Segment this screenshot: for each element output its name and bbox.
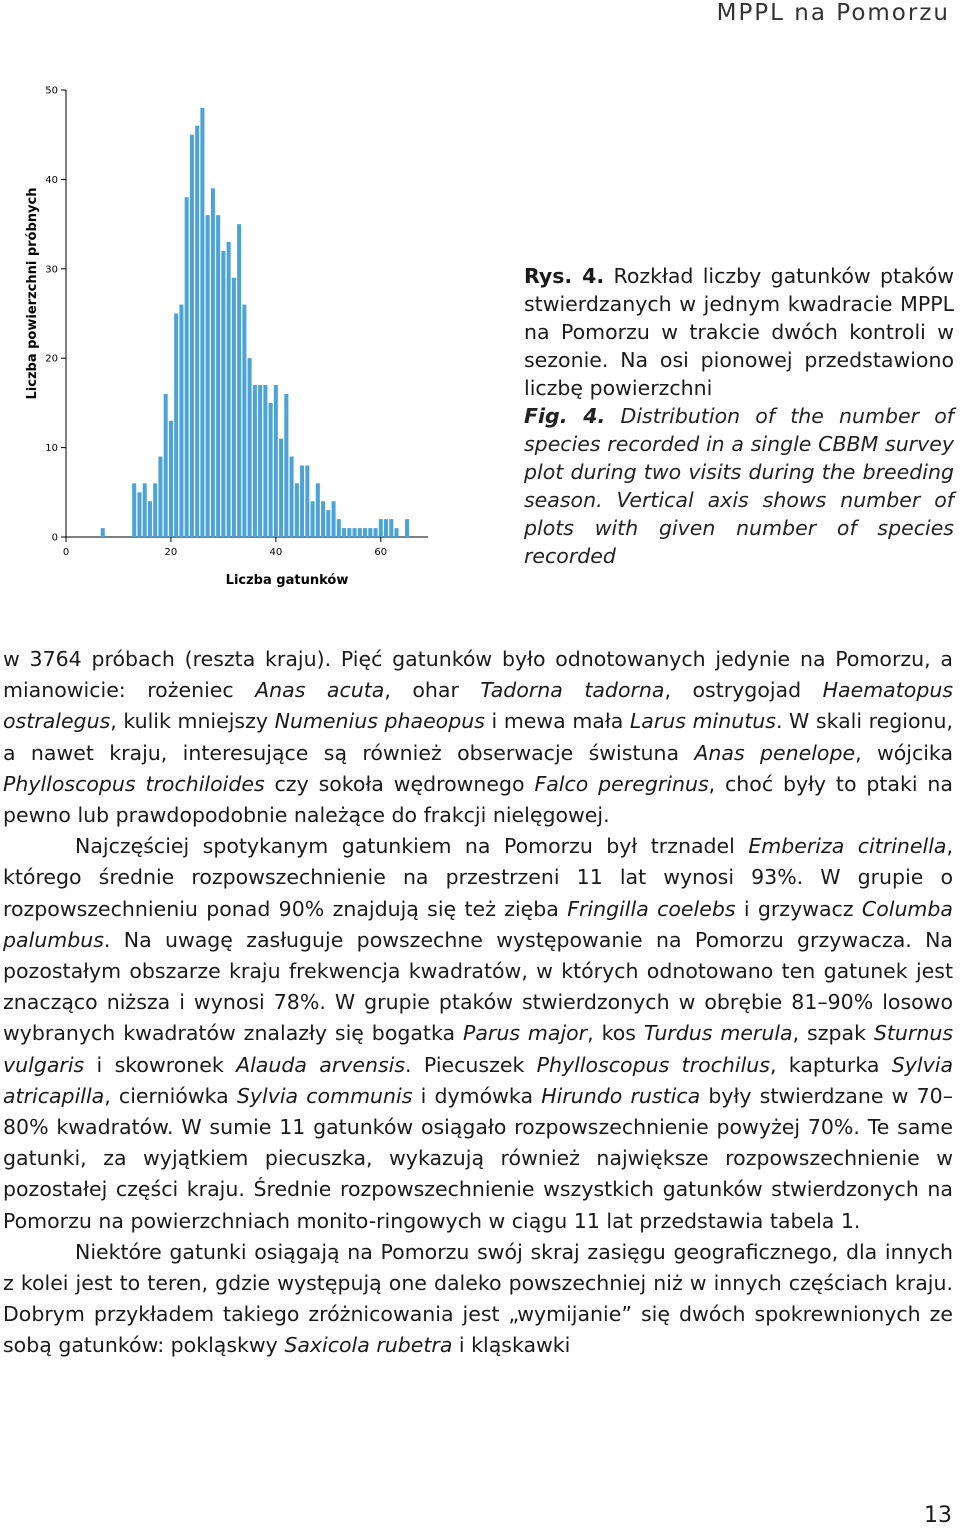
histogram-bar — [221, 251, 225, 537]
histogram-bar — [158, 457, 162, 537]
histogram-bar — [368, 528, 372, 537]
text-run: były stwierdzane w 70–80% kwadratów. W sumie 11 gatunków osiągało rozpowszechnienie powyżej 70%. Te same gatunki, za wyjątkiem piecuszka, wykazują również największe rozpowszechnienie w pozostałej części kraju. Średnie rozpowszechnienie wszystkich gatunków stwierdzonych na Pomorzu na powierzchniach monito-ringowych w ciągu 11 lat przedstawia tabela 1. — [3, 1083, 953, 1233]
text-run: i skowronek — [84, 1052, 237, 1077]
species-name: Hirundo rustica — [541, 1083, 701, 1108]
x-tick-label: 60 — [374, 547, 388, 558]
histogram-bar — [321, 501, 325, 537]
text-run: , szpak — [792, 1021, 874, 1046]
text-run: i grzywacz — [735, 896, 862, 921]
histogram-bar — [190, 135, 194, 537]
histogram-bar — [353, 528, 357, 537]
y-axis-label: Liczba powierzchni próbnych — [25, 187, 40, 400]
histogram-svg — [18, 72, 438, 592]
histogram-bar — [384, 519, 388, 537]
text-run: , kulik mniejszy — [110, 709, 275, 734]
histogram-bar — [300, 465, 304, 537]
text-run: , wójcika — [855, 740, 954, 765]
species-name: Haematopus ostralegus — [3, 678, 954, 734]
histogram-bar — [132, 483, 136, 537]
histogram-bar — [374, 528, 378, 537]
histogram-bar — [363, 528, 367, 537]
histogram-bar — [242, 305, 246, 537]
caption-en-label: Fig. 4. — [524, 404, 606, 428]
species-name: Tadorna tadorna — [480, 678, 665, 703]
histogram-bar — [137, 492, 141, 537]
histogram-bar — [269, 403, 273, 537]
text-run: . W skali regionu, a nawet kraju, interesujące są również obserwacje świstuna — [3, 709, 954, 765]
species-name: Falco peregrinus — [534, 771, 709, 796]
histogram-bar — [279, 439, 283, 537]
species-histogram — [18, 72, 438, 592]
species-name: Sylvia atricapilla — [3, 1052, 954, 1108]
paragraph-2 — [3, 831, 953, 1237]
histogram-bar — [284, 394, 288, 537]
caption-pl-text: Rozkład liczby gatunków ptaków stwierdzanych w jednym kwadracie MPPL na Pomorzu w trakcie dwóch kontroli w sezonie. Na osi pionowej przedstawiono liczbę powierzchni — [524, 264, 955, 400]
text-run: Niektóre gatunki osiągają na Pomorzu swój skraj zasięgu geograficznego, dla innych z kolei jest to teren, gdzie występują one daleko powszechniej niż w innych częściach kraju. Dobrym przykładem takiego zróżnicowania jest „wymijanie” się dwóch spokrewnionych ze sobą gatunków: pokląskwy — [3, 1239, 953, 1358]
text-run: i dymówka — [412, 1083, 542, 1108]
histogram-bar — [227, 242, 231, 537]
article-body — [3, 644, 953, 1362]
caption-pl-label: Rys. 4. — [524, 264, 605, 288]
histogram-bar — [216, 215, 220, 537]
species-name: Anas acuta — [255, 678, 385, 703]
y-tick-label: 10 — [45, 443, 58, 455]
text-run: , kapturka — [769, 1052, 892, 1077]
x-tick-label: 40 — [269, 547, 283, 558]
caption-en-text: Distribution of the number of species recorded in a single CBBM survey plot during two visits during the breeding season. Vertical axis shows number of plots with given number of species recorded — [524, 404, 954, 568]
histogram-bar — [179, 305, 183, 537]
text-run: czy sokoła wędrownego — [264, 771, 535, 796]
text-run: , kos — [587, 1021, 644, 1046]
histogram-bar — [358, 528, 362, 537]
text-run: , ohar — [384, 678, 481, 703]
y-tick-label: 0 — [51, 532, 58, 544]
species-name: Fringilla coelebs — [567, 896, 736, 921]
histogram-bar — [274, 385, 278, 537]
text-run: , ostrygojad — [664, 678, 823, 703]
histogram-bar — [153, 483, 157, 537]
histogram-bar — [316, 483, 320, 537]
running-title: MPPL na Pomorzu — [716, 0, 950, 26]
x-tick-label: 20 — [164, 547, 178, 558]
histogram-bar — [185, 197, 189, 537]
species-name: Sturnus vulgaris — [3, 1021, 953, 1077]
species-name: Anas penelope — [694, 740, 856, 765]
y-tick-label: 20 — [45, 353, 58, 365]
histogram-bar — [263, 385, 267, 537]
histogram-bar — [253, 385, 257, 537]
histogram-bar — [174, 314, 178, 538]
caption-english — [524, 402, 954, 570]
histogram-bar — [148, 501, 152, 537]
histogram-bar — [389, 519, 393, 537]
histogram-bar — [258, 385, 262, 537]
text-run: , którego średnie rozpowszechnienie na przestrzeni 11 lat wynosi 93%. W grupie o rozpowszechnieniu ponad 90% znajdują się też zięba — [3, 834, 953, 921]
histogram-bar — [248, 358, 252, 537]
caption-polish — [524, 262, 954, 402]
paragraph-1 — [3, 644, 953, 831]
text-run: . Na uwagę zasługuje powszechne występowanie na Pomorzu grzywacza. Na pozostałym obszarze kraju frekwencja kwadratów, w których odnotowano ten gatunek jest znacząco niższa i wynosi 78%. W grupie ptaków stwierdzonych w obrębie 81–90% losowo wybranych kwadratów znalazły się bogatka — [3, 927, 953, 1046]
histogram-bar — [164, 394, 168, 537]
histogram-bar — [101, 528, 105, 537]
species-name: Sylvia communis — [236, 1083, 413, 1108]
histogram-bar — [211, 188, 215, 537]
histogram-bar — [169, 421, 173, 537]
species-name: Saxicola rubetra — [284, 1333, 453, 1358]
page-number: 13 — [924, 1503, 952, 1528]
y-tick-label: 50 — [45, 85, 58, 97]
histogram-bar — [342, 528, 346, 537]
species-name: Turdus merula — [643, 1021, 793, 1046]
histogram-bar — [311, 501, 315, 537]
text-run: , choć były to ptaki na pewno lub prawdopodobnie należące do frakcji nielęgowej. — [3, 771, 953, 828]
species-name: Columba palumbus — [3, 896, 953, 952]
histogram-bar — [347, 528, 351, 537]
text-run: . Piecuszek — [405, 1052, 537, 1077]
species-name: Numenius phaeopus — [274, 709, 485, 734]
histogram-bar — [337, 519, 341, 537]
histogram-bar — [379, 519, 383, 537]
histogram-bar — [332, 501, 336, 537]
x-axis-label: Liczba gatunków — [225, 573, 349, 588]
histogram-bar — [232, 278, 236, 537]
paragraph-3 — [3, 1237, 953, 1362]
species-name: Phylloscopus trochilus — [536, 1052, 770, 1077]
histogram-bar — [237, 224, 241, 537]
histogram-bar — [143, 483, 147, 537]
text-run: w 3764 próbach (reszta kraju). Pięć gatunków było odnotowanych jedynie na Pomorzu, a mianowicie: rożeniec — [3, 647, 953, 703]
histogram-bar — [305, 465, 309, 537]
species-name: Alauda arvensis — [236, 1052, 406, 1077]
histogram-bar — [200, 108, 204, 537]
histogram-bar — [295, 483, 299, 537]
species-name: Emberiza citrinella — [748, 834, 947, 859]
histogram-bar — [394, 528, 398, 537]
figure-caption — [524, 262, 954, 570]
x-tick-label: 0 — [62, 547, 70, 558]
histogram-bar — [195, 126, 199, 537]
species-name: Larus minutus — [629, 709, 776, 734]
histogram-bar — [405, 519, 409, 537]
histogram-bar — [206, 215, 210, 537]
text-run: , cierniówka — [104, 1083, 237, 1108]
y-tick-label: 40 — [45, 174, 58, 186]
text-run: i kląskawki — [452, 1333, 571, 1358]
y-tick-label: 30 — [45, 264, 58, 276]
text-run: i mewa mała — [484, 709, 630, 734]
histogram-bar — [326, 510, 330, 537]
species-name: Parus major — [462, 1021, 588, 1046]
histogram-bar — [290, 457, 294, 537]
species-name: Phylloscopus trochiloides — [3, 771, 265, 796]
text-run: Najczęściej spotykanym gatunkiem na Pomorzu był trznadel — [75, 834, 749, 859]
